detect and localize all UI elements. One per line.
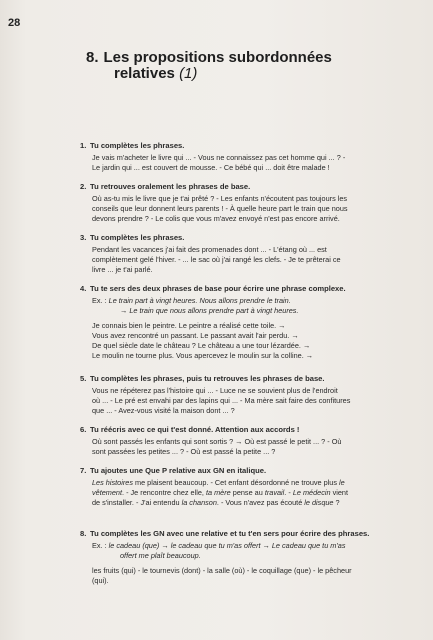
exercise-line: Où sont passés les enfants qui sont sortis ? → Où est passé le petit ... ? - Où [92, 437, 342, 446]
exercise-heading: Tu complètes les phrases, puis tu retrouves les phrases de base. [90, 374, 325, 383]
exercise-2 [80, 182, 410, 224]
page-number: 28 [8, 17, 21, 29]
text-run: ? [333, 498, 340, 507]
text-run: vient [330, 488, 348, 497]
exercise-number: 2. [80, 182, 87, 191]
exercise-line: conseils que leur donnent leurs parents ! - À quelle heure part le train que nous [92, 204, 348, 213]
example-text: → Le train que nous allons prendre part à vingt heures. [120, 306, 299, 315]
exercise-number: 6. [80, 425, 87, 434]
exercise-4 [80, 284, 410, 361]
exercise-line [92, 498, 410, 508]
page-title [86, 50, 386, 82]
exercise-line: (qui). [92, 576, 109, 585]
text-run: . - Vous n'avez pas écouté [216, 498, 305, 507]
exercise-heading: Tu ajoutes une Que P relative aux GN en italique. [90, 466, 267, 475]
exercise-line: Vous ne répéterez pas l'histoire qui ... - Luce ne se souvient plus de l'endroit [92, 386, 338, 395]
exercise-number: 4. [80, 284, 87, 293]
example-text: le cadeau (que) → le cadeau que tu m'as offert → Le cadeau que tu m'as [108, 541, 346, 550]
exercise-heading: Tu réécris avec ce qui t'est donné. Attention aux accords ! [90, 425, 300, 434]
exercise-line: Le moulin ne tourne plus. Vous apercevez le moulin sur la colline. → [92, 351, 314, 360]
exercise-5 [80, 374, 410, 416]
exercise-6 [80, 425, 410, 457]
example-text: offert me plaît beaucoup. [120, 551, 201, 560]
exercise-number: 3. [80, 233, 87, 242]
exercise-line: sont passées les petites ... ? - Où est passé la petite ... ? [92, 447, 276, 456]
exercise-heading: Tu complètes les phrases. [90, 141, 185, 150]
text-run: . - Je rencontre chez elle, [122, 488, 206, 497]
exercise-line: Je connais bien le peintre. Le peintre a réalisé cette toile. → [92, 321, 286, 330]
exercise-line: que ... - Avez-vous visité la maison dont ... ? [92, 406, 235, 415]
title-line-2: relatives [114, 65, 175, 82]
italic-gn: Les histoires [92, 478, 133, 487]
text-run: me plaisent beaucoup. - Cet enfant désordonné ne trouve plus [132, 478, 340, 487]
exercise-number: 8. [80, 529, 87, 538]
exercise-number: 5. [80, 374, 87, 383]
exercise-line: Je vais m'acheter le livre qui ... - Vous ne connaissez pas cet homme qui ... ? - [92, 153, 346, 162]
exercise-heading: Tu te sers des deux phrases de base pour écrire une phrase complexe. [90, 284, 346, 293]
italic-gn: la chanson [181, 498, 217, 507]
title-number: 8. [86, 49, 99, 66]
italic-gn: Le médecin [292, 488, 331, 497]
title-line-1: Les propositions subordonnées [103, 49, 332, 66]
example-label: Ex. : [92, 296, 107, 305]
exercise-line: livre ... je t'ai parlé. [92, 265, 153, 274]
exercise-line: Où as-tu mis le livre que je t'ai prêté ? - Les enfants n'écoutent pas toujours les [92, 194, 348, 203]
example-text: Le train part à vingt heures. Nous allons prendre le train. [108, 296, 291, 305]
example-label: Ex. : [92, 541, 107, 550]
italic-gn: ta mère [205, 488, 231, 497]
exercise-heading: Tu retrouves oralement les phrases de base. [90, 182, 251, 191]
exercise-line: Le jardin qui ... est couvert de mousse. - Ce bébé qui ... doit être malade ! [92, 163, 330, 172]
exercise-line: devons prendre ? - Le colis que vous m'avez envoyé n'est pas encore arrivé. [92, 214, 340, 223]
exercise-line: Vous avez rencontré un passant. Le passant avait l'air perdu. → [92, 331, 299, 340]
italic-gn: le [339, 478, 345, 487]
exercise-1 [80, 141, 410, 173]
exercise-line [92, 478, 410, 488]
text-run: . - [284, 488, 293, 497]
exercise-line: complètement gelé l'hiver. - ... le sac où j'ai rangé les clefs. - Je te prêterai ce [92, 255, 341, 264]
exercise-line: Pendant les vacances j'ai fait des promenades dont ... - L'étang où ... est [92, 245, 327, 254]
italic-gn: le disque [304, 498, 334, 507]
exercise-line: De quel siècle date le château ? Le château a une tour lézardée. → [92, 341, 311, 350]
title-part: (1) [179, 65, 198, 82]
exercise-line: où ... - Le pré est envahi par des lapins qui ... - Ma mère sait faire des confitures [92, 396, 351, 405]
text-run: de s'installer. - J'ai entendu [92, 498, 182, 507]
exercise-7 [80, 466, 410, 508]
exercise-line [92, 488, 410, 498]
exercise-number: 7. [80, 466, 87, 475]
exercise-number: 1. [80, 141, 87, 150]
text-run: pense au [230, 488, 265, 497]
exercise-line: les fruits (qui) - le tournevis (dont) - la salle (où) - le coquillage (que) - le pêcheur [92, 566, 352, 575]
italic-gn: travail [264, 488, 285, 497]
exercise-3 [80, 233, 410, 275]
italic-gn: vêtement [92, 488, 123, 497]
exercise-heading: Tu complètes les GN avec une relative et tu t'en sers pour écrire des phrases. [90, 529, 370, 538]
exercise-8 [80, 529, 410, 586]
exercise-heading: Tu complètes les phrases. [90, 233, 185, 242]
